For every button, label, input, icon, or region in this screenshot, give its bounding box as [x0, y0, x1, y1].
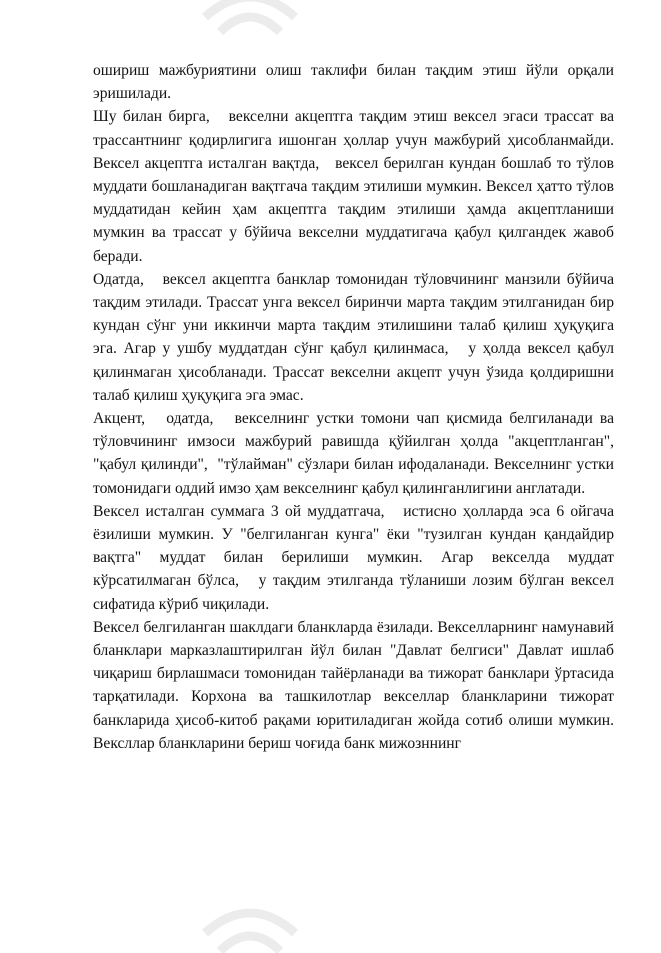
paragraph-1: ошириш мажбуриятини олиш таклифи билан тақдим этиш йўли орқали эришилади.	[93, 62, 618, 103]
paragraph-6: Вексел белгиланган шаклдаги бланкларда ёзилади. Векселларнинг намунавий бланклари марказлаштирилган йўл билан "Давлат белгиси" Давлат ишлаб чиқариш бирлашмаси томонидан тайёрланади ва тижорат банклари ўртасида тарқатилади. Корхона ва ташкилотлар векселлар бланкларини тижорат банкларида ҳисоб-китоб рақами юритиладиган жойда сотиб олиши мумкин. Вексллар бланкларини бериш чоғида банк мижозннинг	[93, 618, 618, 752]
paragraph-5: Вексел исталган суммага 3 ой муддатгача, истисно ҳолларда эса 6 ойгача ёзилиши мумкин. У "белгиланган кунга" ёки "тузилган кундан қандайдир вақтга" муддат билан берилиши мумкин. Агар векселда муддат кўрсатилмаган бўлса, у тақдим этилганда тўланиши лозим бўлган вексел сифатида кўриб чиқилади.	[93, 502, 618, 613]
paragraph-3: Одатда, вексел акцептга банклар томонидан тўловчининг манзили бўйича тақдим этилади. Трассат унга вексел биринчи марта тақдим этилганидан бир кундан сўнг уни иккинчи марта тақдим этилишини талаб қилиш ҳуқуқига эга. Агар у ушбу муддатдан сўнг қабул қилинмаса, у ҳолда вексел қабул қилинмаган ҳисобланади. Трассат векселни акцепт учун ўзида қолдиришни талаб қилиш ҳуқуқига эга эмас.	[93, 270, 618, 404]
paragraph-4: Акцент, одатда, векселнинг устки томони чап қисмида белгиланади ва тўловчининг имзоси мажбурий равишда қўйилган ҳолда "акцептланган", "қабул қилинди", "тўлайман" сўзлари билан ифодаланади. Векселнинг устки томонидаги оддий имзо ҳам векселнинг қабул қилинганлигини англатади.	[93, 410, 618, 497]
paragraph-2: Шу билан бирга, векселни акцептга тақдим этиш вексел эгаси трассат ва трассантнинг қодирлигига ишонган ҳоллар учун мажбурий ҳисобланмайди. Вексел акцептга исталган вақтда, вексел берилган кундан бошлаб то тўлов муддати бошланадиган вақтгача тақдим этилиши мумкин. Вексел ҳатто тўлов муддатидан кейин ҳам акцептга тақдим этилиши ҳамда акцептланиши мумкин ва трассат у бўйича векселни муддатигача қабул қилгандек жавоб беради.	[93, 108, 618, 265]
watermark-logo-top	[195, 0, 305, 42]
document-body	[93, 59, 618, 755]
watermark-logo-bottom	[195, 893, 305, 953]
